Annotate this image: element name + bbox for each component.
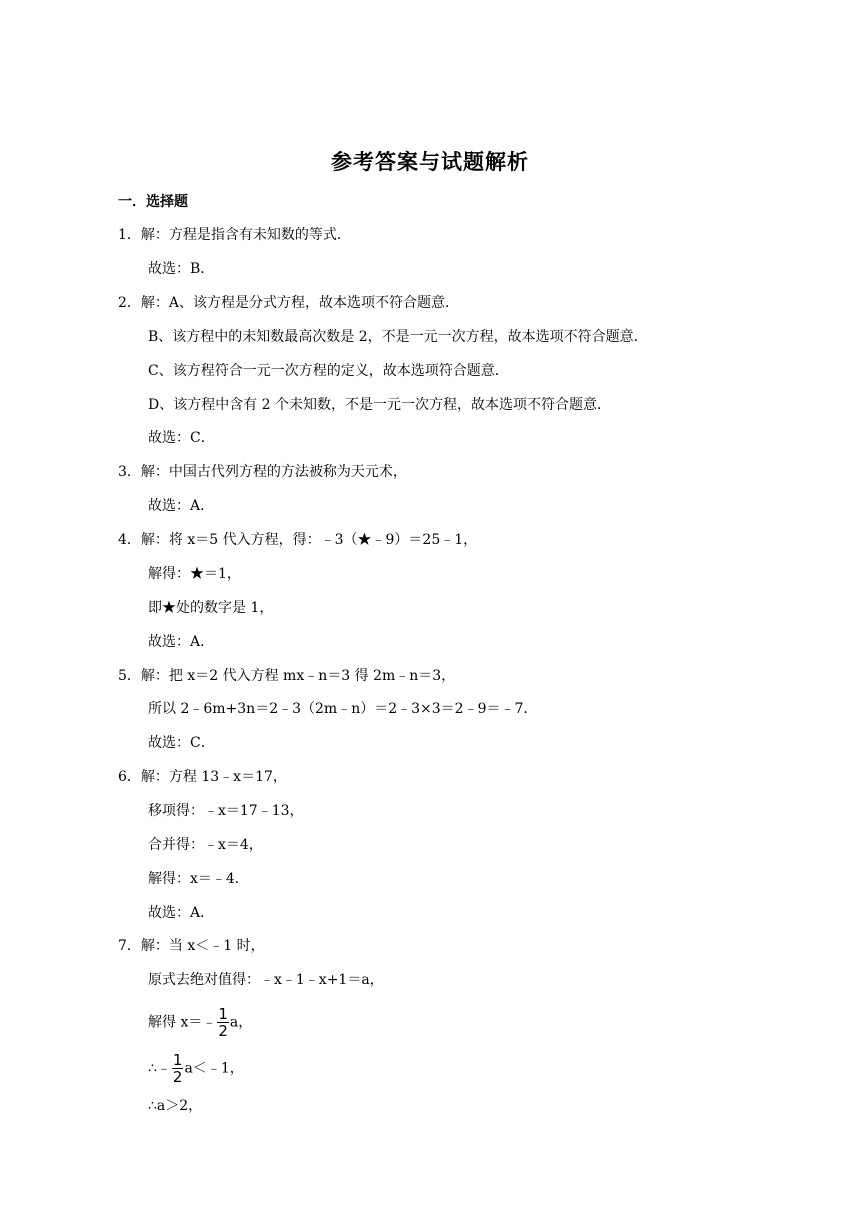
answer-line-with-fraction <box>148 1052 244 1085</box>
line-text: 解得 x＝﹣ <box>148 1014 217 1031</box>
answer-line: 所以 2﹣6m+3n＝2﹣3（2m﹣n）＝2﹣3×3＝2﹣9＝﹣7． <box>148 701 538 717</box>
answer-line-with-fraction <box>148 1006 252 1039</box>
answer-line: 即★处的数字是 1， <box>148 600 274 616</box>
answer-line: B、该方程中的未知数最高次数是 2，不是一元一次方程，故本选项不符合题意． <box>148 329 648 345</box>
answer-line: 解得：x＝﹣4． <box>148 871 249 887</box>
answer-line: 1．解：方程是指含有未知数的等式． <box>118 227 351 243</box>
answer-line: 故选：A． <box>148 498 215 514</box>
answer-line: D、该方程中含有 2 个未知数，不是一元一次方程，故本选项不符合题意． <box>148 397 612 413</box>
answer-line: 故选：A． <box>148 905 215 921</box>
answer-line: ∴a＞2， <box>148 1098 203 1114</box>
section-heading: 一．选择题 <box>118 194 188 210</box>
answer-line: 合并得：﹣x＝4， <box>148 837 263 853</box>
fraction-numerator: 1 <box>218 1005 228 1023</box>
line-text: ∴﹣ <box>148 1060 171 1077</box>
answer-line: 故选：B． <box>148 261 215 277</box>
answer-line: 移项得：﹣x＝17﹣13， <box>148 803 304 819</box>
fraction <box>172 1052 184 1085</box>
answer-line: 原式去绝对值得：﹣x﹣1﹣x+1＝a， <box>148 972 384 988</box>
answer-line: 6．解：方程 13﹣x＝17， <box>118 769 287 785</box>
page-title: 参考答案与试题解析 <box>331 150 529 174</box>
fraction-numerator: 1 <box>172 1051 183 1069</box>
answer-line: 5．解：把 x＝2 代入方程 mx﹣n＝3 得 2m﹣n＝3， <box>118 668 456 684</box>
answer-line: 2．解：A、该方程是分式方程，故本选项不符合题意． <box>118 295 460 311</box>
answer-line: 7．解：当 x＜﹣1 时， <box>118 938 265 954</box>
fraction-denominator: 2 <box>172 1068 183 1086</box>
answer-line: 4．解：将 x＝5 代入方程，得：﹣3（★﹣9）＝25﹣1， <box>118 532 478 548</box>
line-text: a＜﹣1， <box>184 1060 244 1077</box>
answer-line: 故选：A． <box>148 634 215 650</box>
answer-line: 故选：C． <box>148 735 215 751</box>
answer-line: 故选：C． <box>148 430 215 446</box>
answer-line: 3．解：中国古代列方程的方法被称为天元术， <box>118 464 407 480</box>
fraction <box>217 1006 229 1039</box>
answer-line: C、该方程符合一元一次方程的定义，故本选项符合题意． <box>148 363 509 379</box>
line-text: a， <box>229 1014 253 1031</box>
fraction-denominator: 2 <box>218 1022 228 1040</box>
answer-line: 解得：★＝1， <box>148 566 241 582</box>
